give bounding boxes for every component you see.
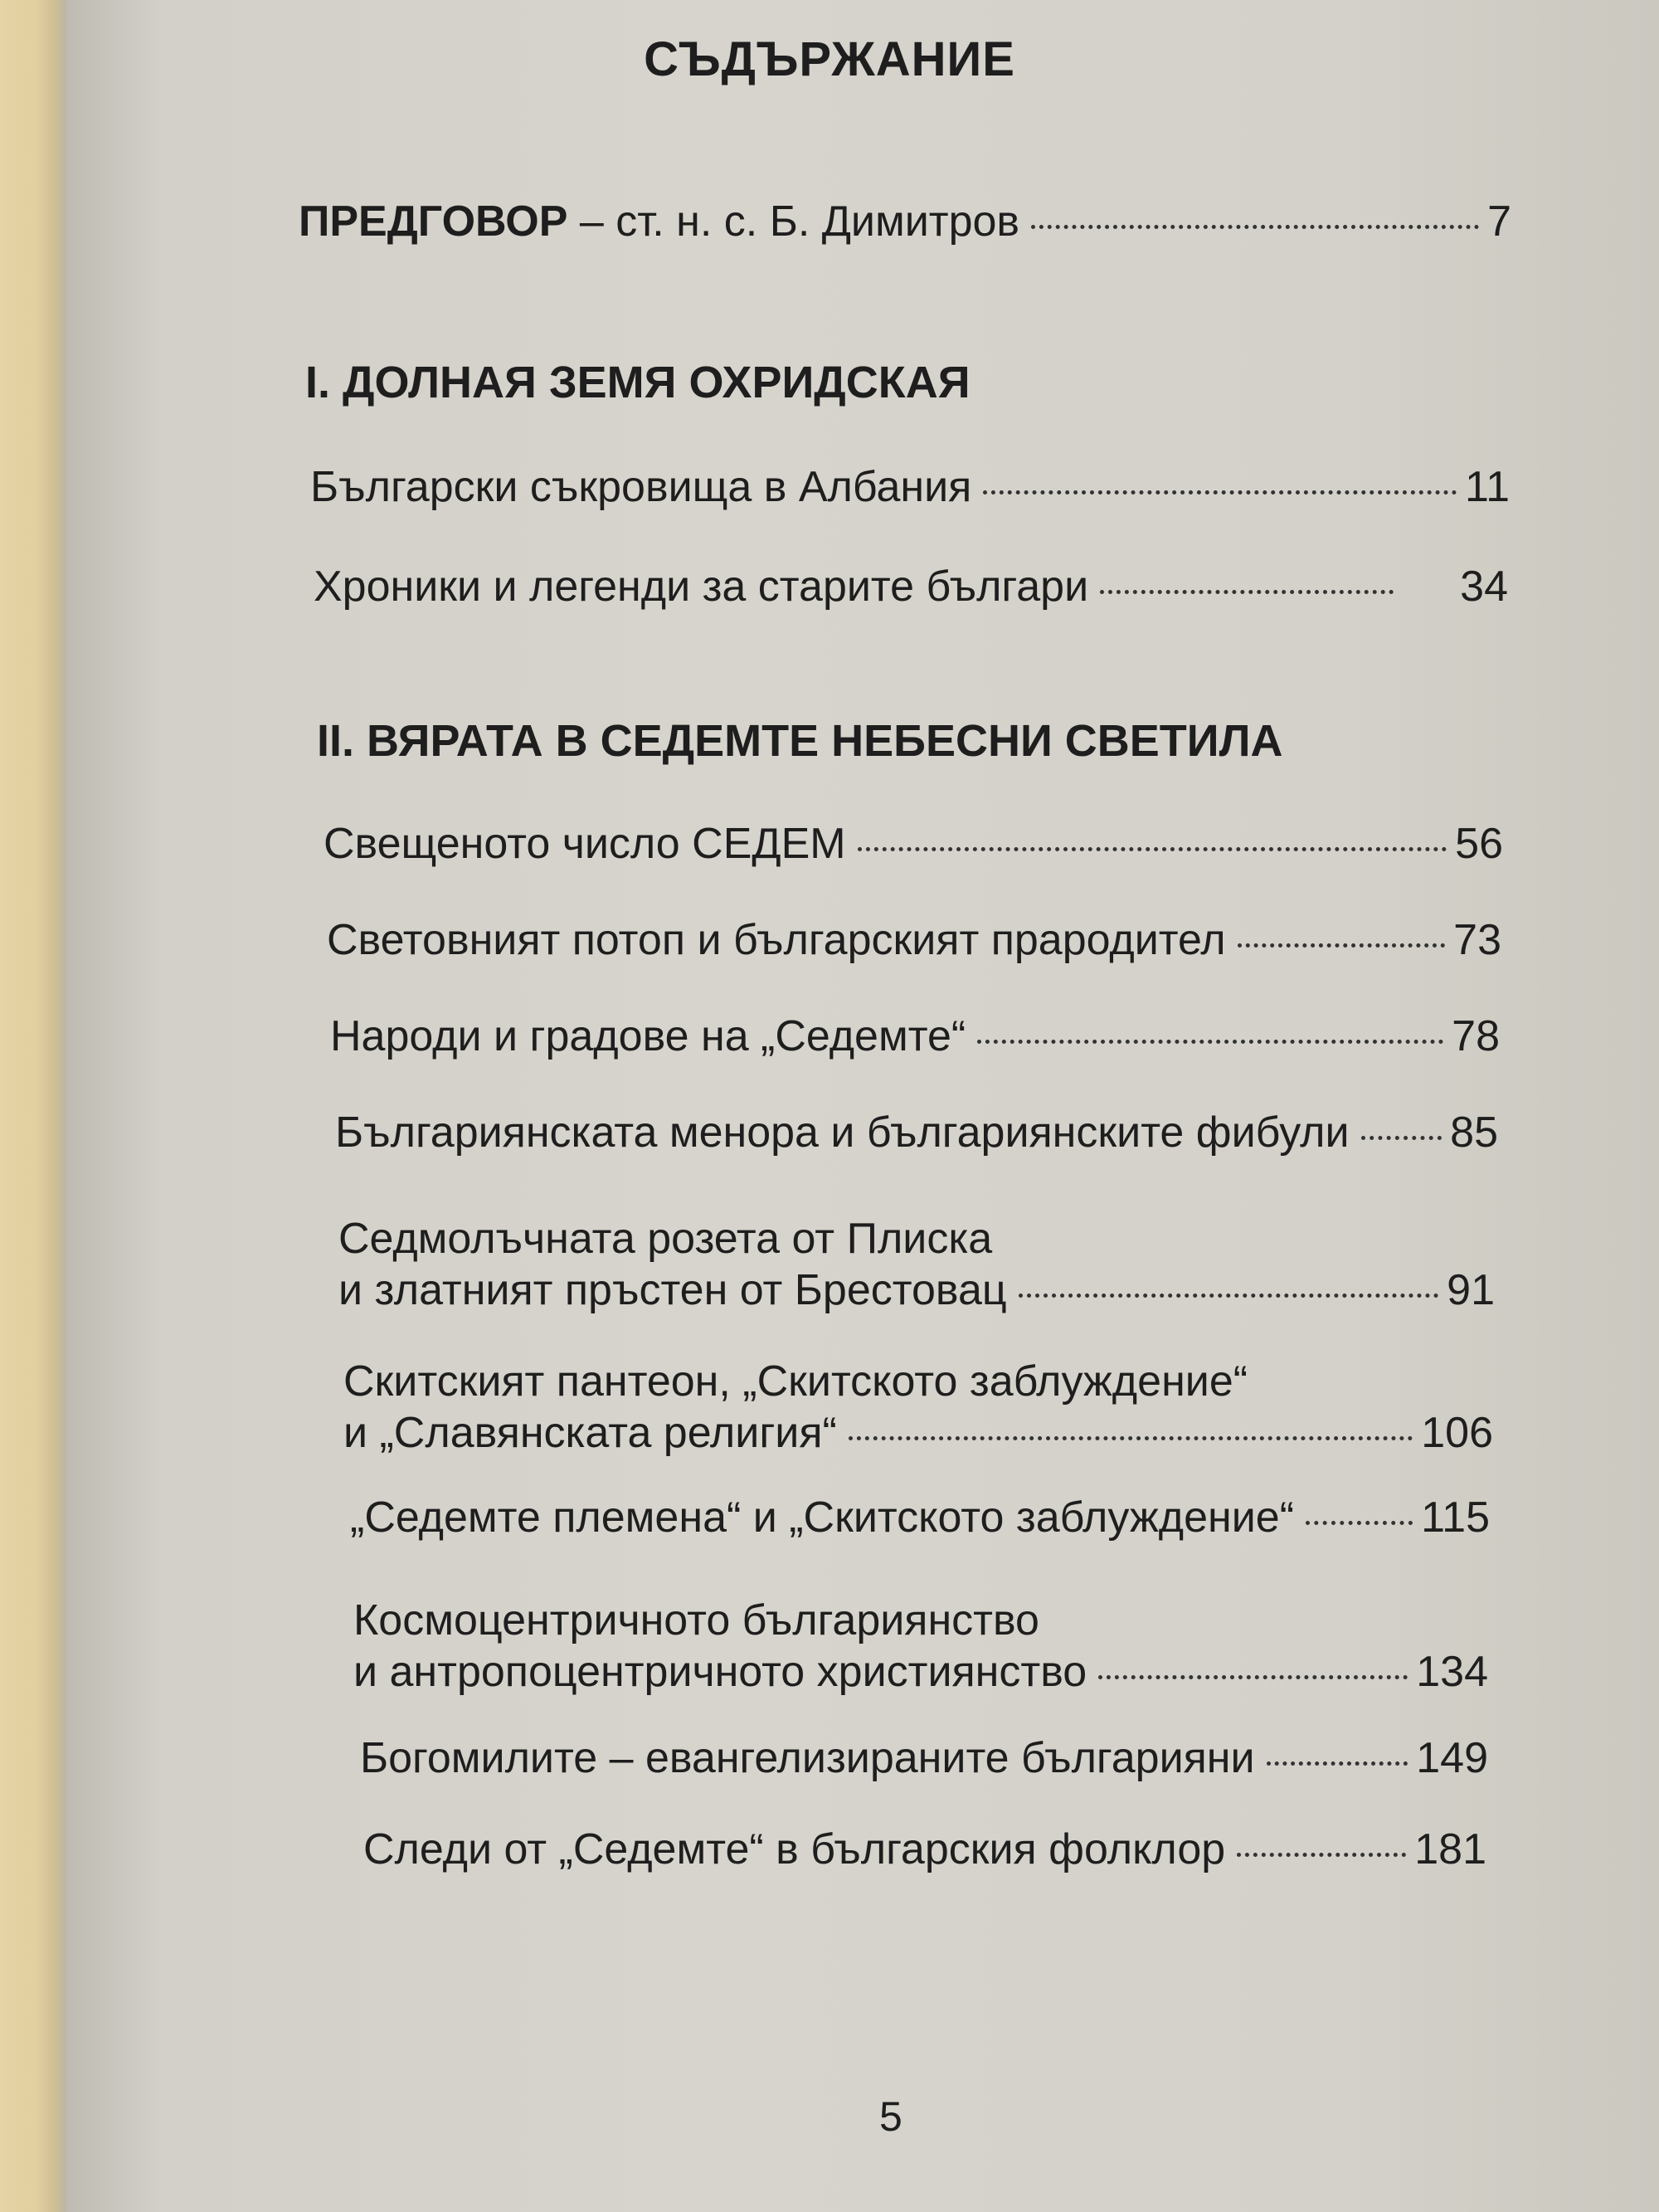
toc-entry-page: 34 bbox=[1460, 563, 1508, 611]
dot-leader bbox=[1019, 1294, 1438, 1298]
toc-entry-title-cont: и „Славянската религия“ bbox=[343, 1409, 837, 1457]
toc-entry-title: Скитският пантеон, „Скитското заблуждение“ bbox=[343, 1357, 1248, 1406]
toc-entry-title: Следи от „Седемте“ в българския фолклор bbox=[363, 1825, 1226, 1873]
dot-leader bbox=[1238, 943, 1446, 948]
toc-entry-title: Космоцентричното българиянство bbox=[353, 1596, 1039, 1644]
dot-leader bbox=[1267, 1761, 1408, 1766]
toc-entry bbox=[335, 1107, 1498, 1158]
toc-entry-title: Българиянската менора и българиянските фибули bbox=[335, 1108, 1350, 1157]
dot-leader bbox=[849, 1436, 1413, 1440]
toc-entry-title: „Седемте племена“ и „Скитското заблуждение“ bbox=[350, 1493, 1295, 1542]
toc-entry bbox=[353, 1595, 1488, 1698]
preface-page: 7 bbox=[1487, 197, 1511, 246]
dot-leader bbox=[1098, 1675, 1408, 1679]
toc-entry-page: 56 bbox=[1455, 820, 1503, 868]
toc-entry bbox=[363, 1824, 1486, 1875]
toc-entry-title: Свещеното число СЕДЕМ bbox=[324, 820, 846, 868]
section-heading: II. ВЯРАТА В СЕДЕМТЕ НЕБЕСНИ СВЕТИЛА bbox=[317, 716, 1283, 766]
toc-entry-title: Хроники и легенди за старите българи bbox=[314, 563, 1089, 611]
toc-entry bbox=[330, 1011, 1500, 1062]
preface-text: – ст. н. с. Б. Димитров bbox=[567, 197, 1020, 246]
toc-entry-page: 181 bbox=[1414, 1825, 1486, 1873]
toc-entry-page: 134 bbox=[1416, 1648, 1488, 1696]
book-page bbox=[66, 0, 1659, 2212]
dot-leader bbox=[983, 490, 1457, 495]
toc-entry-preface bbox=[299, 196, 1511, 247]
toc-entry-page: 115 bbox=[1421, 1493, 1490, 1542]
dot-leader bbox=[858, 847, 1447, 851]
toc-entry-title-cont: и златният пръстен от Брестовац bbox=[338, 1266, 1007, 1314]
toc-entry-page: 73 bbox=[1453, 916, 1501, 964]
toc-entry-title-cont: и антропоцентричното християнство bbox=[353, 1648, 1087, 1696]
toc-title: СЪДЪРЖАНИЕ bbox=[644, 32, 1015, 86]
toc-entry-title: Седмолъчната розета от Плиска bbox=[338, 1215, 993, 1263]
toc-entry bbox=[343, 1356, 1493, 1459]
toc-entry bbox=[360, 1732, 1488, 1784]
toc-entry bbox=[324, 818, 1503, 870]
dot-leader bbox=[1031, 225, 1479, 229]
toc-entry bbox=[338, 1213, 1495, 1316]
dot-leader bbox=[1100, 590, 1394, 594]
toc-entry-page: 149 bbox=[1416, 1734, 1488, 1782]
toc-entry-page: 106 bbox=[1421, 1409, 1493, 1457]
toc-entry bbox=[350, 1492, 1490, 1543]
dot-leader bbox=[1306, 1521, 1413, 1525]
toc-entry bbox=[314, 561, 1508, 612]
toc-entry-title: Богомилите – евангелизираните българияни bbox=[360, 1734, 1255, 1782]
section-heading: I. ДОЛНАЯ ЗЕМЯ ОХРИДСКАЯ bbox=[305, 358, 971, 407]
dot-leader bbox=[977, 1040, 1443, 1044]
preface-label: ПРЕДГОВОР bbox=[299, 197, 568, 246]
toc-entry-title: Световният потоп и българският прародител bbox=[327, 916, 1226, 964]
toc-entry bbox=[327, 914, 1501, 966]
toc-entry-page: 85 bbox=[1450, 1108, 1498, 1157]
toc-entry bbox=[310, 461, 1510, 513]
book-spine bbox=[0, 0, 66, 2212]
toc-entry-page: 11 bbox=[1465, 463, 1510, 511]
toc-entry-title: Народи и градове на „Седемте“ bbox=[330, 1012, 966, 1060]
toc-entry-page: 91 bbox=[1447, 1266, 1495, 1314]
dot-leader bbox=[1361, 1136, 1443, 1140]
page-number: 5 bbox=[879, 2093, 902, 2140]
toc-entry-title: Български съкровища в Албания bbox=[310, 463, 972, 511]
dot-leader bbox=[1237, 1853, 1406, 1857]
toc-entry-page: 78 bbox=[1452, 1012, 1500, 1060]
